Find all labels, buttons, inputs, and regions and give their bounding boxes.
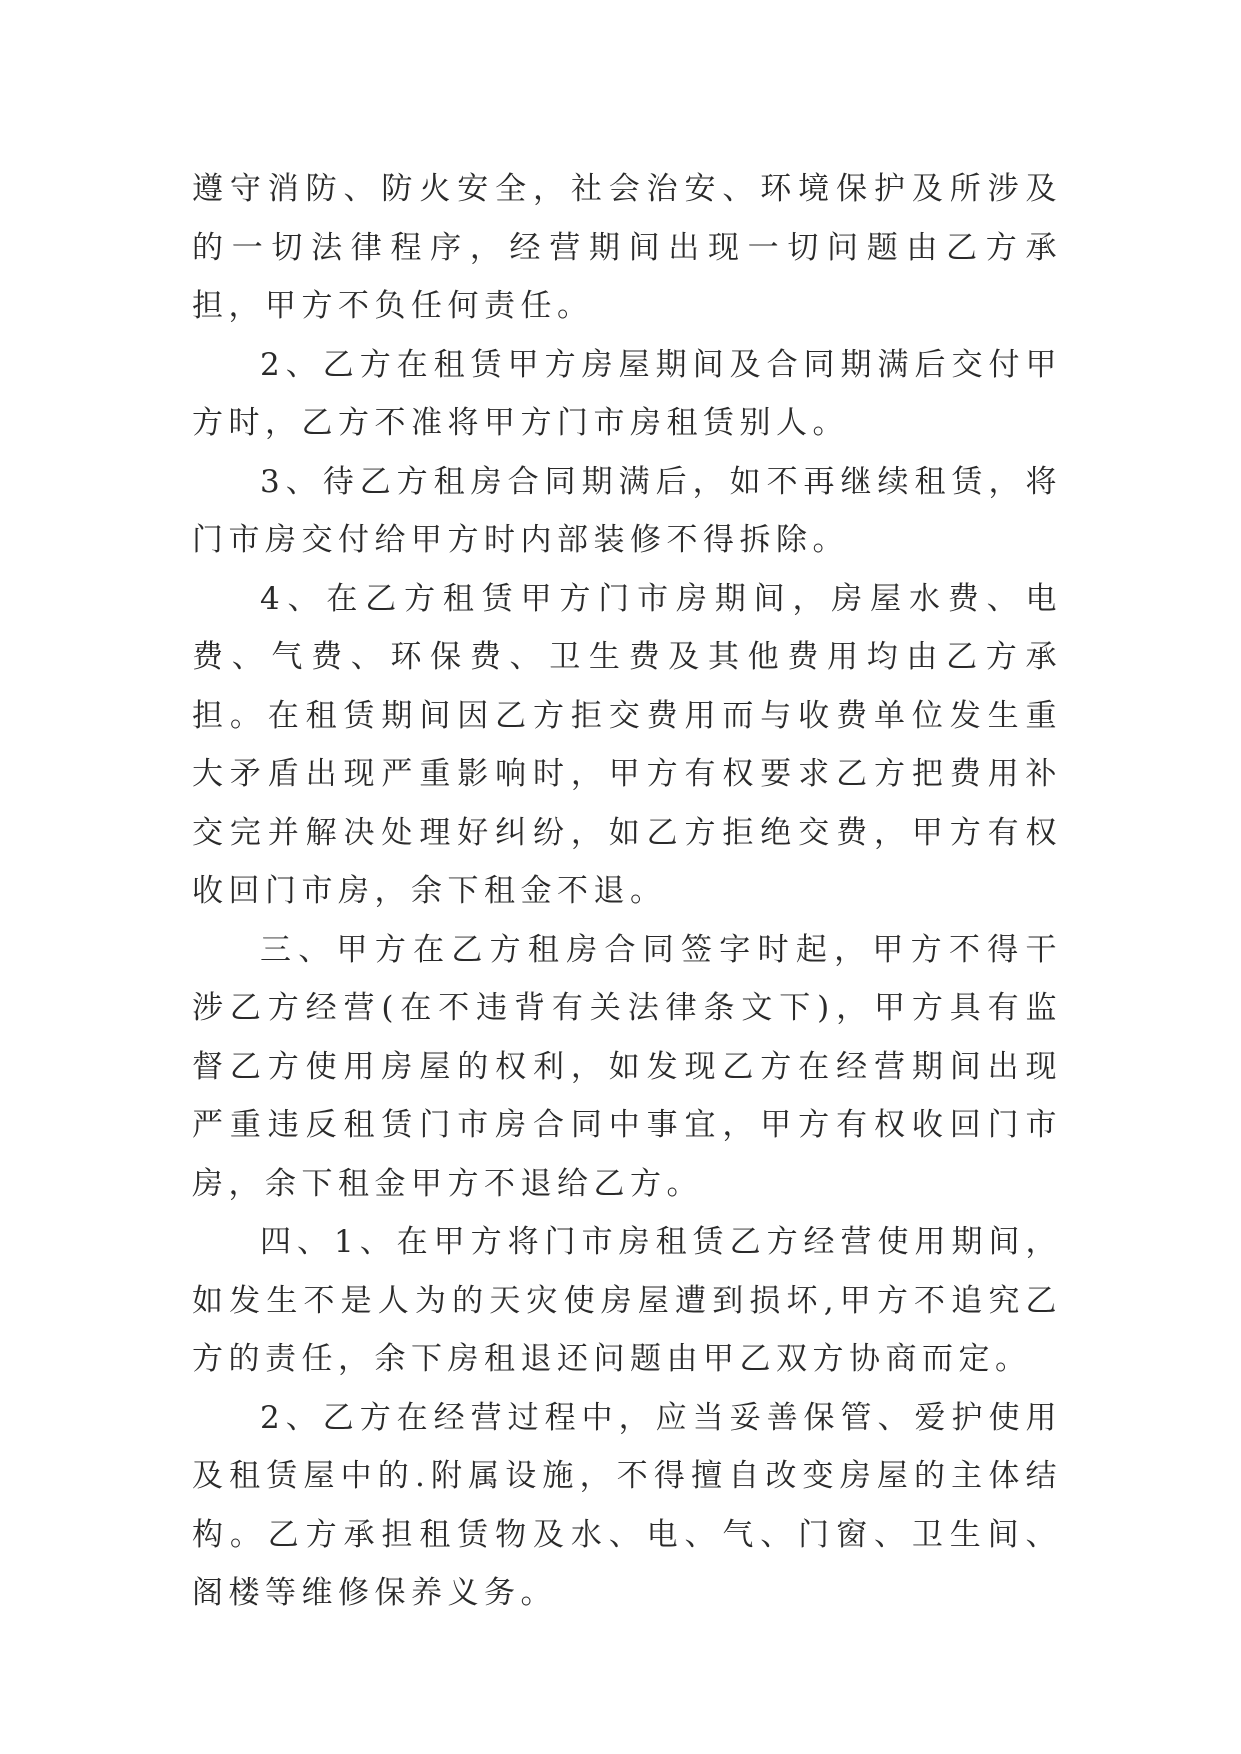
paragraph-section-4-clause-2: 2、乙方在经营过程中，应当妥善保管、爱护使用及租赁屋中的.附属设施，不得擅自改变房屋的主体结构。乙方承担租赁物及水、电、气、门窗、卫生间、阁楼等维修保养义务。 xyxy=(192,1399,1062,1611)
paragraph-section-3: 三、甲方在乙方租房合同签字时起，甲方不得干涉乙方经营(在不违背有关法律条文下)，甲方具有监督乙方使用房屋的权利，如发现乙方在经营期间出现严重违反租赁门市房合同中事宜，甲方有权收回门市房，余下租金甲方不退给乙方。 xyxy=(192,931,1062,1202)
paragraph-continuation: 遵守消防、防火安全，社会治安、环境保护及所涉及的一切法律程序，经营期间出现一切问题由乙方承担，甲方不负任何责任。 xyxy=(192,171,1062,324)
contract-text-body xyxy=(192,160,1062,1623)
paragraph-section-4-clause-1: 四、1、在甲方将门市房租赁乙方经营使用期间，如发生不是人为的天灾使房屋遭到损坏,甲方不追究乙方的责任，余下房租退还问题由甲乙双方协商而定。 xyxy=(192,1224,1062,1377)
paragraph-clause-2: 2、乙方在租赁甲方房屋期间及合同期满后交付甲方时，乙方不准将甲方门市房租赁别人。 xyxy=(192,346,1062,441)
paragraph-clause-4: 4、在乙方租赁甲方门市房期间，房屋水费、电费、气费、环保费、卫生费及其他费用均由乙方承担。在租赁期间因乙方拒交费用而与收费单位发生重大矛盾出现严重影响时，甲方有权要求乙方把费用补交完并解决处理好纠纷，如乙方拒绝交费，甲方有权收回门市房，余下租金不退。 xyxy=(192,580,1062,909)
paragraph-clause-3: 3、待乙方租房合同期满后，如不再继续租赁，将门市房交付给甲方时内部装修不得拆除。 xyxy=(192,463,1062,558)
